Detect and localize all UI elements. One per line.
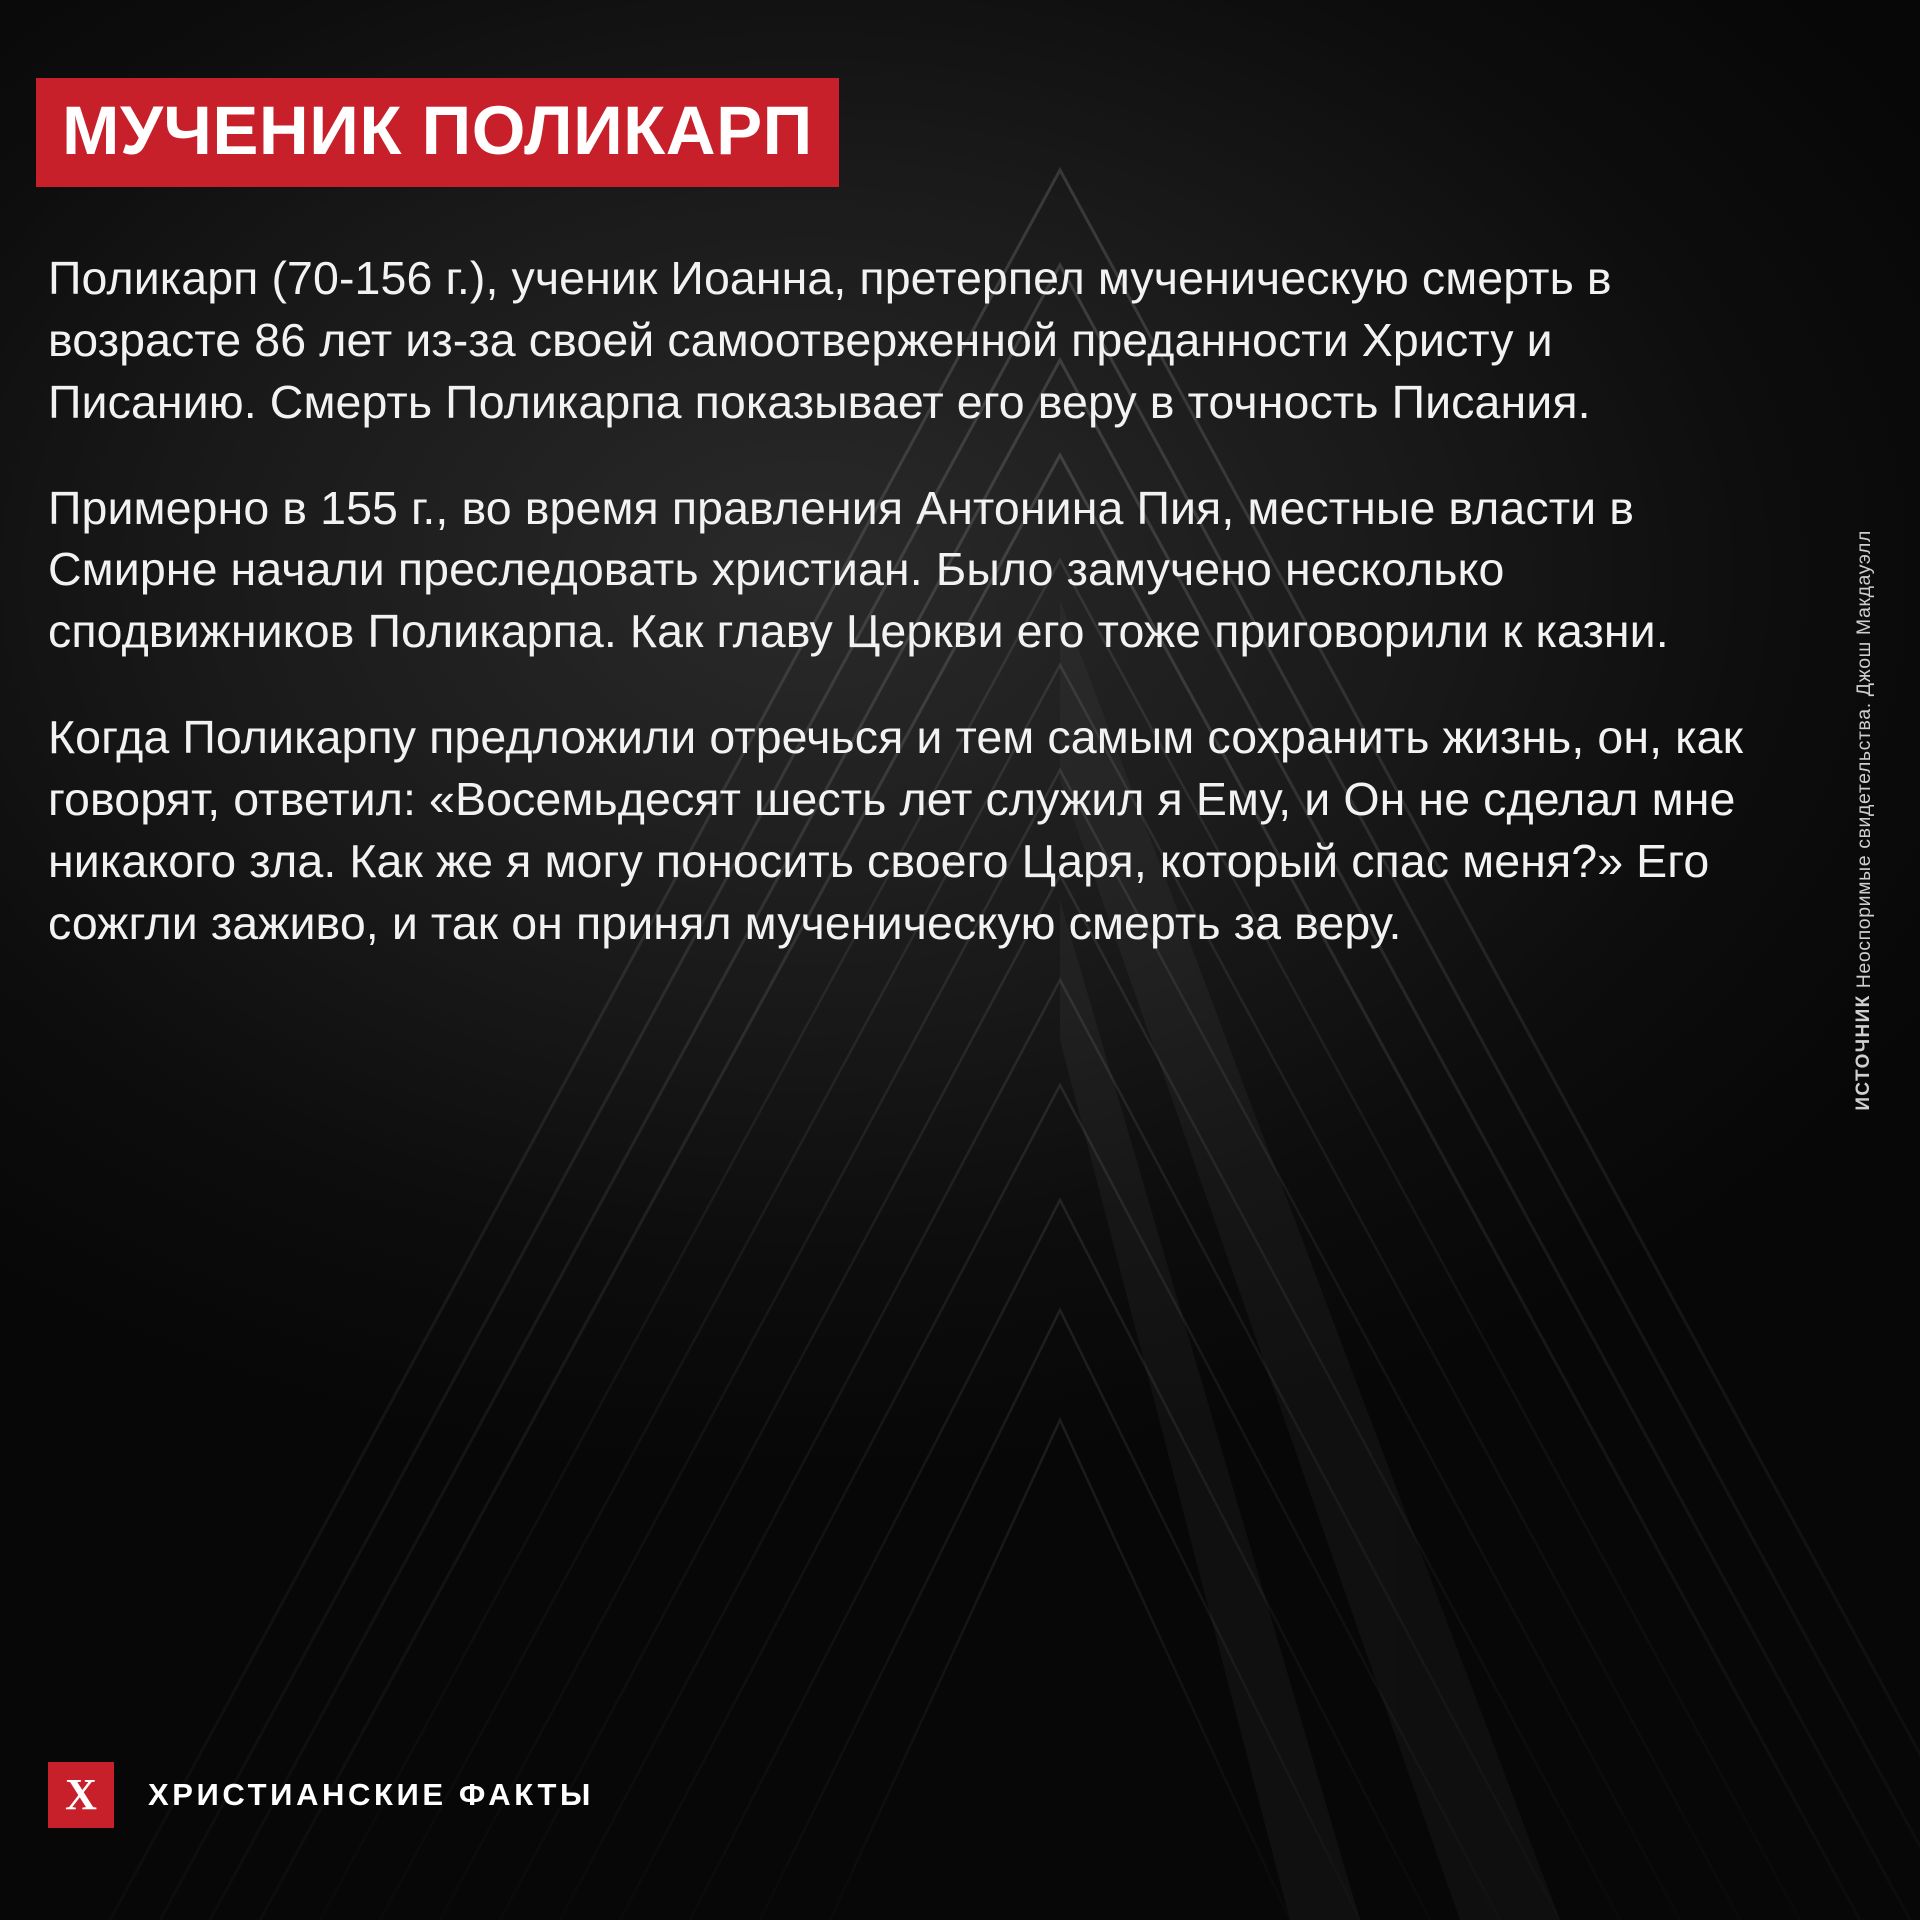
source-credit [1853, 530, 1876, 1111]
paragraph-1: Поликарп (70-156 г.), ученик Иоанна, претерпел мученическую смерть в возрасте 86 лет из-за своей самоотверженной преданности Христу и Писанию. Смерть Поликарпа показывает его веру в точность Писания. [48, 252, 1612, 428]
brand-name: ХРИСТИАНСКИЕ ФАКТЫ [148, 1777, 594, 1812]
page-title: МУЧЕНИК ПОЛИКАРП [36, 78, 839, 187]
paragraph-3: Когда Поликарпу предложили отречься и тем самым сохранить жизнь, он, как говорят, ответил: «Восемьдесят шесть лет служил я Ему, и Он не сделал мне никакого зла. Как же я могу поносить своего Царя, который спас меня?» Его сожгли заживо, и так он принял мученическую смерть за веру. [48, 711, 1744, 949]
title-container [36, 78, 839, 187]
paragraph-2: Примерно в 155 г., во время правления Антонина Пия, местные власти в Смирне начали преследовать христиан. Было замучено несколько сподвижников Поликарпа. Как главу Церкви его тоже приговорили к казни. [48, 481, 1669, 658]
article-body [48, 248, 1788, 954]
source-label: ИСТОЧНИК [1853, 994, 1874, 1111]
brand-logo-icon: X [48, 1762, 114, 1828]
source-text: Неоспоримые свидетельства. Джош Макдауэлл [1853, 530, 1875, 989]
footer [48, 1762, 594, 1828]
